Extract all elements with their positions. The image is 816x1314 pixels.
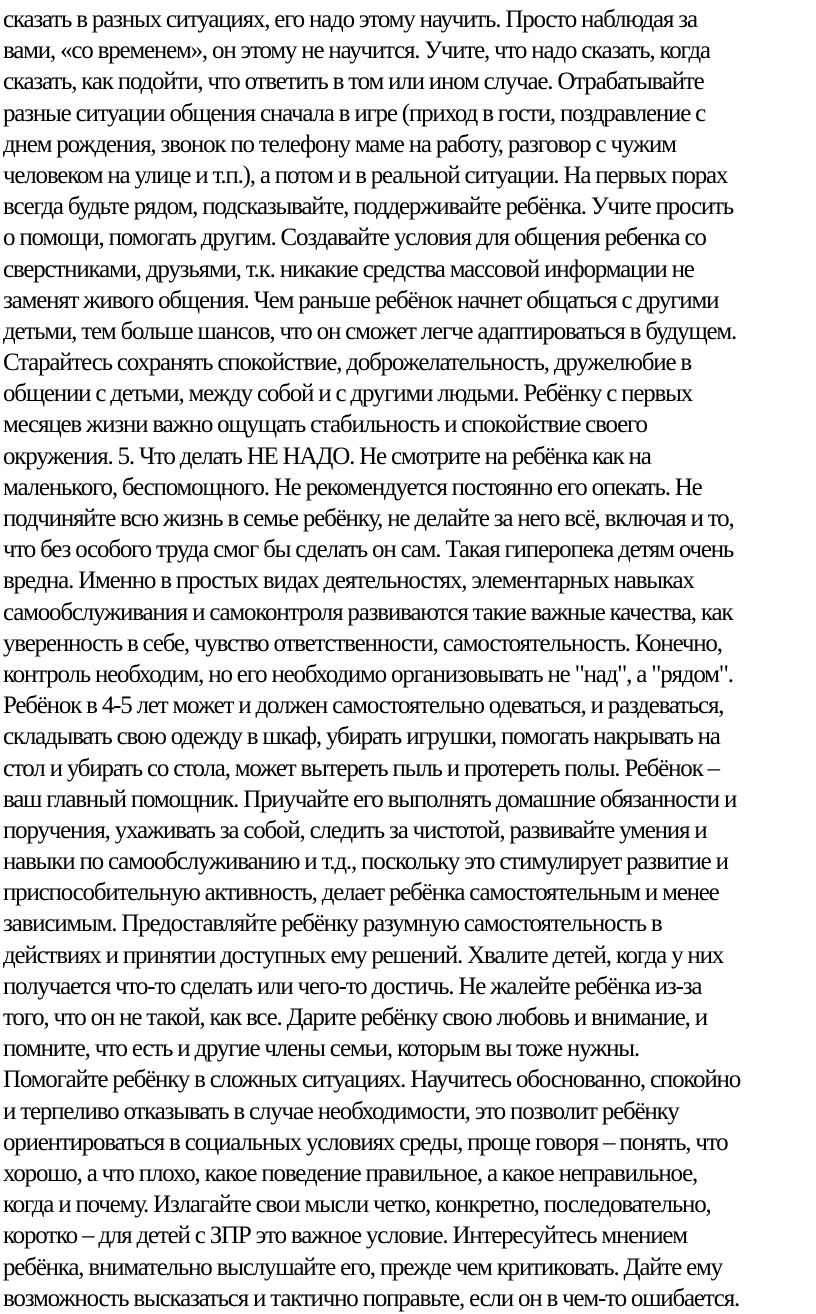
- text-line-5: днем рождения, звонок по телефону маме на работу, разговор с чужим: [3, 130, 676, 158]
- text-line-26: ваш главный помощник. Приучайте его выполнять домашние обязанности и: [3, 785, 737, 813]
- text-line-25: стол и убирать со стола, может вытереть пыль и протереть полы. Ребёнок –: [3, 754, 719, 782]
- text-line-36: и терпеливо отказывать в случае необходимости, это позволит ребёнку: [3, 1097, 679, 1125]
- text-line-37: ориентироваться в социальных условиях среды, проще говоря – понять, что: [3, 1128, 728, 1156]
- text-line-42: возможность высказаться и тактично поправьте, если он в чем-то ошибается.: [3, 1284, 740, 1312]
- text-line-14: месяцев жизни важно ощущать стабильность и спокойствие своего: [3, 411, 647, 439]
- text-line-19: вредна. Именно в простых видах деятельностях, элементарных навыках: [3, 567, 694, 595]
- body-text: [0, 4, 816, 1314]
- text-line-40: коротко – для детей с ЗПР это важное условие. Интересуйтесь мнением: [3, 1222, 687, 1250]
- text-line-16: маленького, беспомощного. Не рекомендуется постоянно его опекать. Не: [3, 473, 702, 501]
- text-line-9: сверстниками, друзьями, т.к. никакие средства массовой информации не: [3, 255, 694, 283]
- text-line-32: получается что-то сделать или чего-то достичь. Не жалейте ребёнка из-за: [3, 972, 702, 1000]
- text-line-8: о помощи, помогать другим. Создавайте условия для общения ребенка со: [3, 224, 706, 252]
- text-line-15: окружения. 5. Что делать НЕ НАДО. Не смотрите на ребёнка как на: [3, 442, 651, 470]
- text-line-2: вами, «со временем», он этому не научится. Учите, что надо сказать, когда: [3, 37, 710, 65]
- text-line-17: подчиняйте всю жизнь в семье ребёнку, не делайте за него всё, включая и то,: [3, 505, 734, 532]
- text-line-13: общении с детьми, между собой и с другими людьми. Ребёнку с первых: [3, 380, 693, 408]
- text-line-34: помните, что есть и другие члены семьи, которым вы тоже нужны.: [3, 1035, 639, 1063]
- text-line-1: сказать в разных ситуациях, его надо этому научить. Просто наблюдая за: [3, 6, 697, 33]
- text-line-7: всегда будьте рядом, подсказывайте, поддерживайте ребёнка. Учите просить: [3, 193, 733, 221]
- text-line-10: заменят живого общения. Чем раньше ребёнок начнет общаться с другими: [3, 286, 719, 314]
- text-line-6: человеком на улице и т.п.), а потом и в реальной ситуации. На первых порах: [3, 161, 728, 189]
- text-line-18: что без особого труда смог бы сделать он сам. Такая гиперопека детям очень: [3, 536, 734, 564]
- text-line-23: Ребёнок в 4-5 лет может и должен самостоятельно одеваться, и раздеваться,: [3, 692, 724, 720]
- text-line-4: разные ситуации общения сначала в игре (приход в гости, поздравление с: [3, 99, 706, 127]
- text-line-41: ребёнка, внимательно выслушайте его, прежде чем критиковать. Дайте ему: [3, 1253, 722, 1281]
- text-line-35: Помогайте ребёнку в сложных ситуациях. Научитесь обоснованно, спокойно: [3, 1066, 741, 1094]
- text-line-29: приспособительную активность, делает ребёнка самостоятельным и менее: [3, 879, 719, 907]
- text-line-22: контроль необходим, но его необходимо организовывать не "над", а "рядом".: [3, 660, 733, 688]
- text-line-31: действиях и принятии доступных ему решений. Хвалите детей, когда у них: [3, 941, 724, 969]
- text-line-27: поручения, ухаживать за собой, следить за чистотой, развивайте умения и: [3, 816, 707, 844]
- text-line-28: навыки по самообслуживанию и т.д., поскольку это стимулирует развитие и: [3, 848, 728, 876]
- text-line-21: уверенность в себе, чувство ответственности, самостоятельность. Конечно,: [3, 629, 722, 657]
- text-line-38: хорошо, а что плохо, какое поведение правильное, а какое неправильное,: [3, 1159, 698, 1187]
- text-line-11: детьми, тем больше шансов, что он сможет легче адаптироваться в будущем.: [3, 317, 737, 345]
- text-line-39: когда и почему. Излагайте свои мысли четко, конкретно, последовательно,: [3, 1191, 711, 1219]
- text-line-20: самообслуживания и самоконтроля развиваются такие важные качества, как: [3, 598, 733, 626]
- text-line-33: того, что он не такой, как все. Дарите ребёнку свою любовь и внимание, и: [3, 1004, 707, 1031]
- text-line-30: зависимым. Предоставляйте ребёнку разумную самостоятельность в: [3, 910, 662, 938]
- text-line-24: складывать свою одежду в шкаф, убирать игрушки, помогать накрывать на: [3, 723, 720, 751]
- text-line-12: Старайтесь сохранять спокойствие, доброжелательность, дружелюбие в: [3, 349, 691, 377]
- text-line-3: сказать, как подойти, что ответить в том или ином случае. Отрабатывайте: [3, 68, 704, 96]
